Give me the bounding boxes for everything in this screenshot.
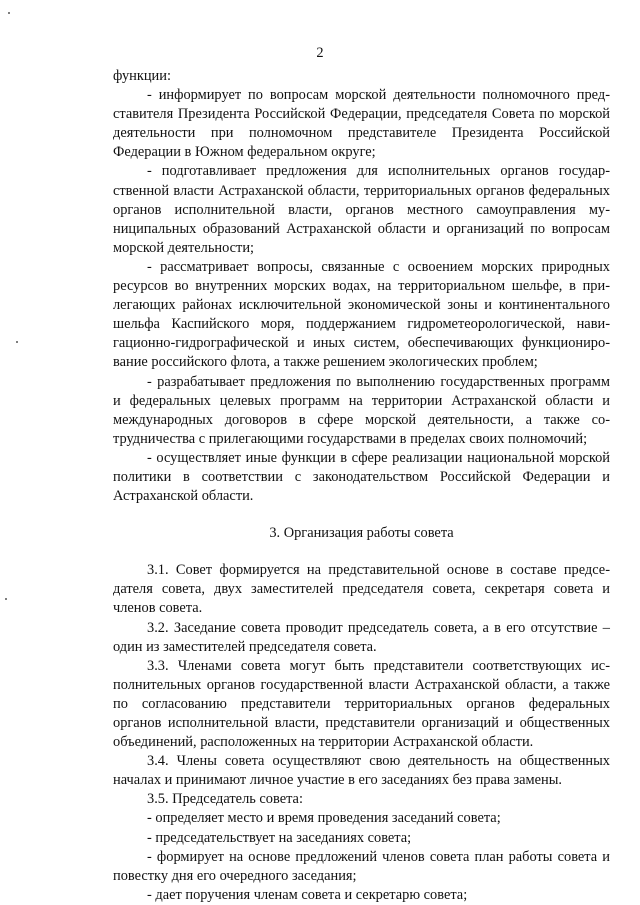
paragraph: функции: xyxy=(113,68,171,84)
organization-section xyxy=(113,561,610,905)
paragraph: - дает поручения членам совета и секретарю совета; xyxy=(147,886,468,903)
paragraph: - осуществляет иные функции в сфере реализации национальной морской политики в соответствии с законодательством Российской Федерации и Астраханской области. xyxy=(113,449,610,505)
section-heading: 3. Организация работы совета xyxy=(269,525,454,542)
paragraph: - подготавливает предложения для исполнительных органов государственной власти Астраханской области, территориальных органов федеральных органов исполнительной власти, органов местного самоуправления муниципальных образований Астраханской области и организаций по вопросам морской деятельности; xyxy=(113,163,610,256)
functions-section xyxy=(113,67,610,506)
paragraph: 3.4. Члены совета осуществляют свою деятельность на общественных началах и принимают личное участие в его заседаниях без права замены. xyxy=(113,753,610,789)
paragraph: 3.1. Совет формируется на представительной основе в составе председателя совета, двух заместителей председателя совета, секретаря совета и членов совета. xyxy=(113,562,610,617)
paragraph: - разрабатывает предложения по выполнению государственных программ и федеральных целевых программ на территории Астраханской области и международных договоров в сфере морской деятельности, а также сотрудничества с прилегающими государствами в пределах своих полномочий; xyxy=(113,373,610,447)
paragraph: 3.5. Председатель совета: xyxy=(147,791,303,808)
paragraph: - рассматривает вопросы, связанные с освоением морских природных ресурсов во внутренних морских водах, на территориальном шельфе, в прилегающих районах исключительной экономической зоны и континентального шельфа Каспийского моря, поддержанием гидрометеорологической, навигационно-гидрографической и иных систем, обеспечивающих функционирование российского флота, а также решением экологических проблем; xyxy=(113,258,610,371)
paragraph: - информирует по вопросам морской деятельности полномочного представителя Президента Российской Федерации, председателя Совета по морской деятельности при полномочном представителе Президента Российской Федерации в Южном федеральном округе; xyxy=(113,87,610,161)
document-body xyxy=(113,67,610,905)
paragraph: 3.2. Заседание совета проводит председатель совета, а в его отсутствие – один из заместителей председателя совета. xyxy=(113,619,610,655)
paragraph: 3.3. Членами совета могут быть представители соответствующих исполнительных органов государственной власти Астраханской области, а также по согласованию представители территориальных органов федеральных органов исполнительной власти, представители организаций и общественных объединений, расположенных на территории Астраханской области. xyxy=(113,657,610,751)
scan-speck xyxy=(16,341,18,343)
scan-speck xyxy=(8,12,10,14)
paragraph: - председательствует на заседаниях совета; xyxy=(147,829,412,846)
paragraph: - формирует на основе предложений членов совета план работы совета и повестку дня его очередного заседания; xyxy=(113,848,610,884)
page-number: 2 xyxy=(316,45,324,61)
scan-speck xyxy=(5,598,7,600)
paragraph: - определяет место и время проведения заседаний совета; xyxy=(147,810,501,827)
